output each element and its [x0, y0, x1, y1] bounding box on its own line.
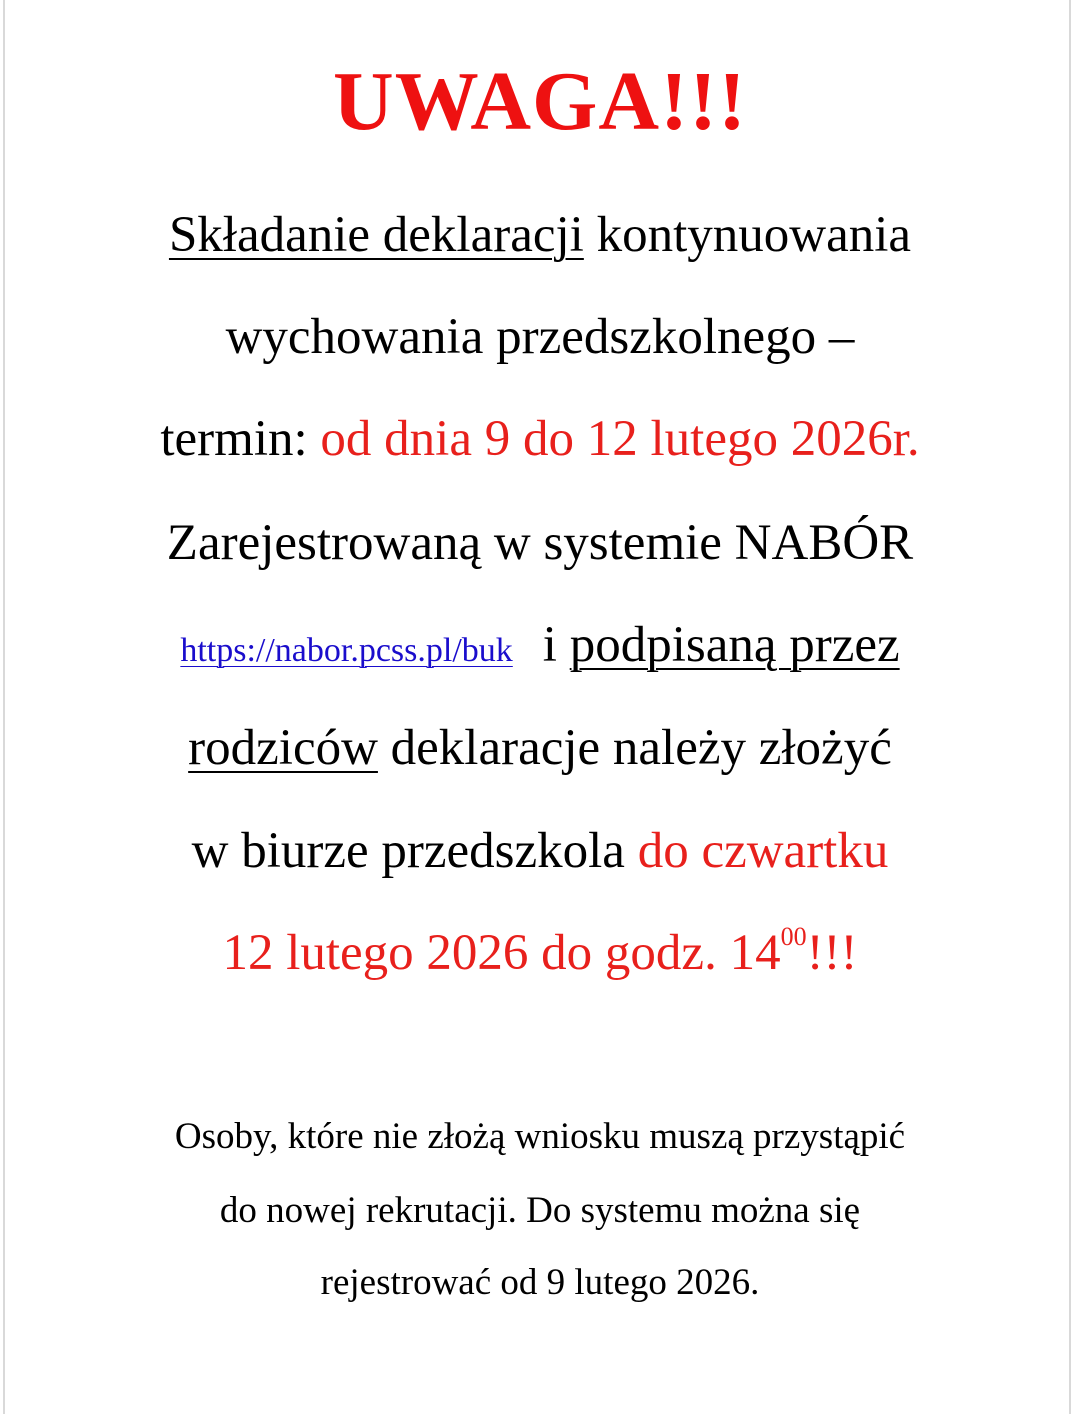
link-line-conjunction: i	[542, 617, 570, 673]
parents-underlined: rodziców	[188, 720, 378, 776]
deadline-prefix: termin:	[160, 411, 321, 467]
office-line	[0, 823, 1080, 879]
link-line	[0, 617, 1080, 673]
signed-by-underlined: podpisaną przez	[569, 617, 900, 673]
announcement-line-2: wychowania przedszkolnego –	[225, 309, 855, 365]
final-deadline-line	[0, 922, 1080, 981]
note-line-2: do nowej rekrutacji. Do systemu można się	[219, 1190, 861, 1231]
parents-line-rest: deklaracje należy złożyć	[377, 720, 892, 776]
note-line-1: Osoby, które nie złożą wniosku muszą przystąpić	[174, 1116, 906, 1157]
office-prefix: w biurze przedszkola	[191, 823, 638, 879]
registration-line: Zarejestrowaną w systemie NABÓR	[166, 515, 914, 571]
announcement-line-1	[0, 207, 1080, 263]
final-deadline-main: 12 lutego 2026 do godz. 14	[222, 925, 781, 981]
deadline-dates: od dnia 9 do 12 lutego 2026r.	[320, 411, 920, 467]
nabor-link[interactable]: https://nabor.pcss.pl/buk	[180, 632, 513, 669]
page-title: UWAGA!!!	[333, 55, 747, 148]
deadline-line	[0, 411, 1080, 467]
declaration-heading-rest: kontynuowania	[583, 207, 912, 263]
final-deadline-exclamation: !!!	[806, 925, 858, 981]
note-line-3: rejestrować od 9 lutego 2026.	[320, 1262, 760, 1303]
office-deadline-day: do czwartku	[637, 823, 889, 879]
final-deadline-minutes: 00	[780, 922, 807, 951]
parents-line	[0, 720, 1080, 776]
declaration-heading-underlined: Składanie deklaracji	[168, 207, 584, 263]
